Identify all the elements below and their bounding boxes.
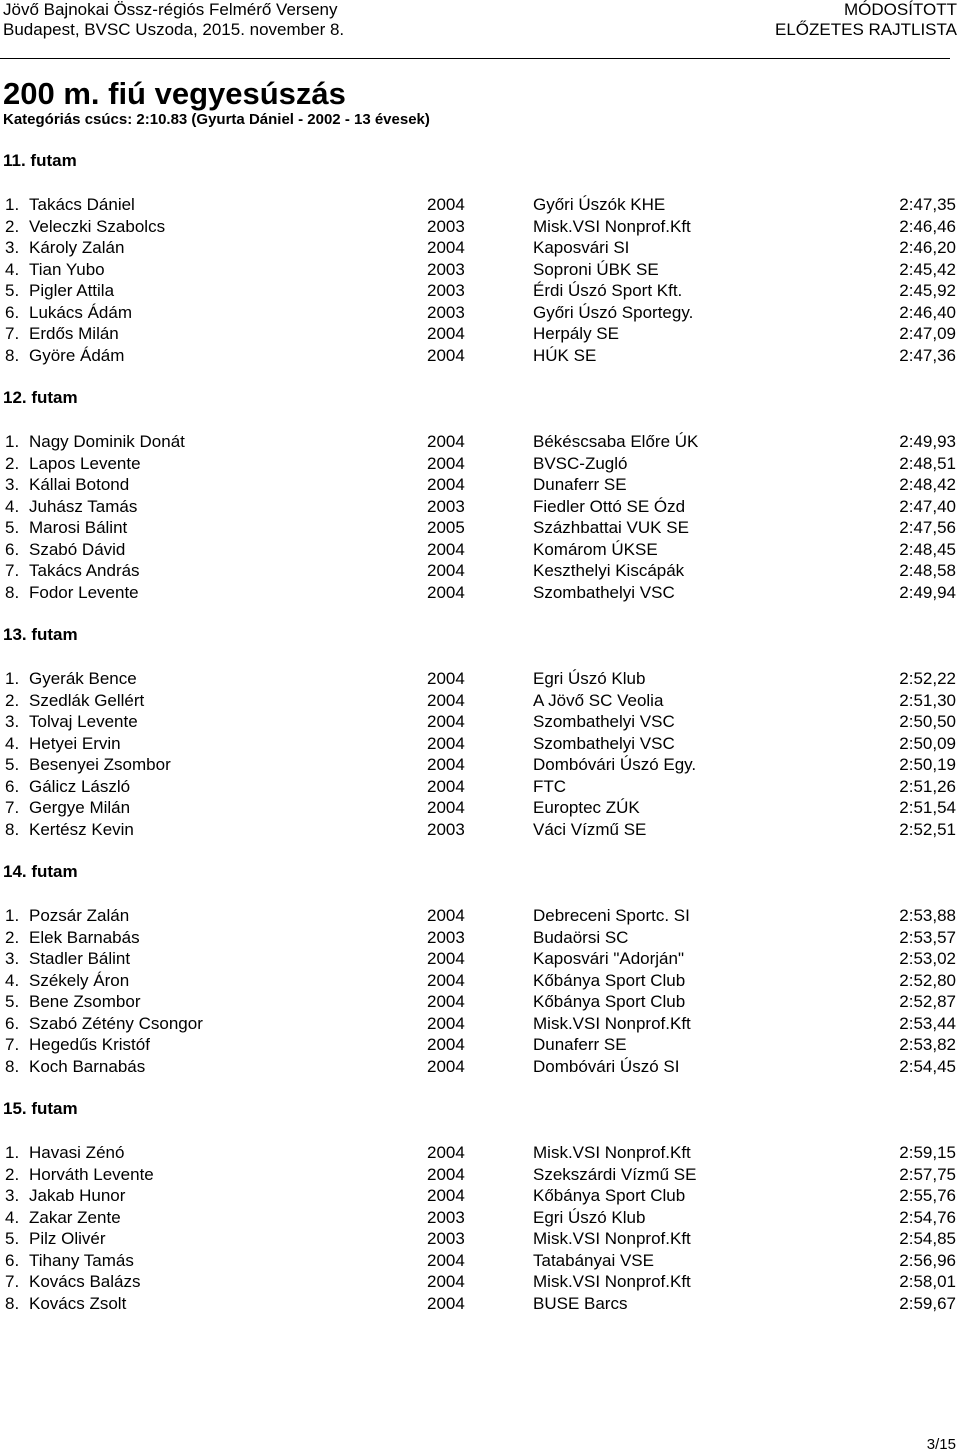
entry-time: 2:51,30: [899, 690, 956, 710]
entry-club: Kaposvári "Adorján": [533, 949, 684, 968]
entry-time: 2:47,56: [899, 518, 956, 537]
entry-time: 2:54,85: [899, 1229, 956, 1248]
entry-name: Szedlák Gellért: [29, 690, 145, 710]
entry-club: Szekszárdi Vízmű SE: [533, 1164, 697, 1184]
entry-name: Tihany Tamás: [29, 1250, 134, 1270]
entry-year: 2004: [427, 1164, 465, 1184]
entry-year: 2004: [427, 238, 465, 257]
entry-club: Herpály SE: [533, 324, 619, 343]
entry-time: 2:45,42: [899, 259, 956, 279]
entry-time: 2:56,96: [899, 1250, 956, 1270]
entry-club: Keszthelyi Kiscápák: [533, 561, 685, 580]
entry-time: 2:53,57: [899, 927, 956, 947]
entry-club: Misk.VSI Nonprof.Kft: [533, 1229, 691, 1248]
entry-club: Győri Úszók KHE: [533, 195, 666, 214]
entry-name: Nagy Dominik Donát: [29, 432, 185, 451]
entry-time: 2:55,76: [899, 1186, 956, 1205]
entry-time: 2:54,76: [899, 1207, 956, 1227]
entry-row: [0, 431, 960, 452]
entry-row: [0, 539, 960, 560]
entry-year: 2004: [427, 992, 465, 1011]
entry-club: Misk.VSI Nonprof.Kft: [533, 1143, 691, 1162]
entry-row: [0, 259, 960, 280]
entry-row: [0, 1142, 960, 1163]
entry-row: [0, 991, 960, 1012]
race-title: 200 m. fiú vegyesúszás: [3, 76, 346, 111]
entry-rank: 5.: [5, 992, 20, 1011]
entry-time: 2:52,87: [899, 992, 956, 1011]
header-divider: [0, 58, 950, 59]
entry-time: 2:46,40: [899, 302, 956, 322]
entry-year: 2004: [427, 906, 465, 925]
entry-time: 2:49,93: [899, 432, 956, 451]
entry-time: 2:46,20: [899, 238, 956, 257]
entry-name: Lapos Levente: [29, 453, 141, 473]
entry-year: 2004: [427, 561, 465, 580]
entry-club: Kőbánya Sport Club: [533, 1186, 686, 1205]
entry-rank: 2.: [5, 927, 20, 947]
entry-time: 2:53,02: [899, 949, 956, 968]
entry-rank: 3.: [5, 1186, 20, 1205]
entry-row: [0, 1034, 960, 1055]
entry-name: Lukács Ádám: [29, 302, 132, 322]
entry-rank: 4.: [5, 1207, 20, 1227]
entry-name: Veleczki Szabolcs: [29, 216, 166, 236]
entry-club: Dombóvári Úszó Egy.: [533, 755, 697, 774]
entry-time: 2:47,40: [899, 496, 956, 516]
entry-rank: 5.: [5, 281, 20, 300]
entry-name: Gálicz László: [29, 776, 131, 796]
entry-name: Szabó Dávid: [29, 539, 126, 559]
entry-year: 2004: [427, 475, 465, 494]
entry-row: [0, 216, 960, 237]
heat-title: 14. futam: [3, 862, 78, 881]
entry-rank: 6.: [5, 539, 20, 559]
entry-row: [0, 711, 960, 732]
entry-club: Szombathelyi VSC: [533, 733, 675, 753]
entry-club: FTC: [533, 776, 567, 796]
entry-name: Károly Zalán: [29, 238, 125, 257]
entry-rank: 8.: [5, 582, 20, 602]
entry-time: 2:53,88: [899, 906, 956, 925]
entry-rank: 5.: [5, 1229, 20, 1248]
heat-title: 13. futam: [3, 625, 78, 644]
entry-rank: 4.: [5, 970, 20, 990]
entry-club: Europtec ZÚK: [533, 798, 640, 817]
entry-year: 2004: [427, 712, 465, 731]
entry-name: Horváth Levente: [29, 1164, 154, 1184]
entry-name: Pilz Olivér: [29, 1229, 106, 1248]
entry-name: Stadler Bálint: [29, 949, 131, 968]
page-number: 3/15: [926, 1436, 956, 1453]
entry-time: 2:52,22: [899, 669, 956, 688]
entry-rank: 7.: [5, 798, 20, 817]
entry-time: 2:45,92: [899, 281, 956, 300]
entry-club: HÚK SE: [533, 345, 597, 365]
entry-name: Fodor Levente: [29, 582, 139, 602]
entry-time: 2:48,58: [899, 561, 956, 580]
entry-row: [0, 1271, 960, 1292]
entry-row: [0, 1207, 960, 1228]
entry-time: 2:51,54: [899, 798, 956, 817]
entry-time: 2:58,01: [899, 1272, 956, 1291]
entry-name: Koch Barnabás: [29, 1056, 146, 1076]
entry-club: Százhbattai VUK SE: [533, 518, 689, 537]
entry-year: 2003: [427, 259, 465, 279]
entry-time: 2:47,36: [899, 345, 956, 365]
entry-time: 2:47,35: [899, 195, 956, 214]
entry-club: Egri Úszó Klub: [533, 669, 646, 688]
entry-rank: 4.: [5, 259, 20, 279]
entry-name: Jakab Hunor: [29, 1186, 126, 1205]
entry-club: Győri Úszó Sportegy.: [533, 302, 694, 322]
status-label: MÓDOSÍTOTT: [843, 0, 957, 19]
entry-year: 2004: [427, 1250, 465, 1270]
entry-name: Havasi Zénó: [29, 1143, 125, 1162]
entry-time: 2:59,15: [899, 1143, 956, 1162]
entry-rank: 8.: [5, 345, 20, 365]
entry-name: Besenyei Zsombor: [29, 755, 171, 774]
heat-title: 15. futam: [3, 1099, 78, 1118]
entry-year: 2004: [427, 1013, 465, 1033]
entry-name: Juhász Tamás: [29, 496, 138, 516]
entry-row: [0, 754, 960, 775]
entry-row: [0, 280, 960, 301]
entry-year: 2004: [427, 1035, 465, 1054]
entry-name: Kállai Botond: [29, 475, 130, 494]
entry-club: Misk.VSI Nonprof.Kft: [533, 216, 691, 236]
entry-year: 2004: [427, 690, 465, 710]
entry-time: 2:48,45: [899, 539, 956, 559]
entry-rank: 3.: [5, 712, 20, 731]
entry-name: Takács Dániel: [29, 195, 135, 214]
entry-year: 2003: [427, 927, 465, 947]
entry-year: 2003: [427, 819, 465, 839]
entry-year: 2004: [427, 755, 465, 774]
entry-name: Tolvaj Levente: [29, 712, 138, 731]
entry-rank: 4.: [5, 733, 20, 753]
entry-rank: 3.: [5, 475, 20, 494]
entry-year: 2004: [427, 195, 465, 214]
entry-time: 2:46,46: [899, 216, 956, 236]
entry-time: 2:48,42: [899, 475, 956, 494]
entry-name: Kovács Zsolt: [29, 1293, 127, 1313]
entry-name: Erdős Milán: [29, 324, 119, 343]
entry-row: [0, 560, 960, 581]
entry-name: Pozsár Zalán: [29, 906, 130, 925]
entry-rank: 7.: [5, 561, 20, 580]
entry-year: 2004: [427, 949, 465, 968]
entry-time: 2:53,44: [899, 1013, 956, 1033]
entry-year: 2004: [427, 776, 465, 796]
entry-club: BVSC-Zugló: [533, 453, 628, 473]
entry-year: 2004: [427, 970, 465, 990]
entry-rank: 2.: [5, 690, 20, 710]
entry-year: 2004: [427, 324, 465, 343]
entry-time: 2:50,19: [899, 755, 956, 774]
entry-row: [0, 797, 960, 818]
entry-time: 2:52,51: [899, 819, 956, 839]
entry-rank: 1.: [5, 906, 20, 925]
entry-year: 2004: [427, 582, 465, 602]
entry-year: 2004: [427, 1186, 465, 1205]
entry-name: Zakar Zente: [29, 1207, 121, 1227]
entry-name: Tian Yubo: [29, 259, 105, 279]
category-record: Kategóriás csúcs: 2:10.83 (Gyurta Dániel - 2002 - 13 évesek): [3, 111, 430, 128]
entry-rank: 7.: [5, 324, 20, 343]
page-header: [0, 0, 960, 60]
entry-name: Hegedűs Kristóf: [29, 1035, 150, 1054]
entry-time: 2:51,26: [899, 776, 956, 796]
entry-time: 2:50,09: [899, 733, 956, 753]
list-type-label: ELŐZETES RAJTLISTA: [774, 20, 957, 39]
entry-name: Takács András: [29, 561, 140, 580]
entry-club: Dunaferr SE: [533, 475, 627, 494]
entry-club: Békéscsaba Előre ÚK: [533, 432, 699, 451]
entry-club: Szombathelyi VSC: [533, 582, 675, 602]
entry-row: [0, 1164, 960, 1185]
entry-name: Szabó Zétény Csongor: [29, 1013, 203, 1033]
entry-row: [0, 237, 960, 258]
entry-rank: 2.: [5, 453, 20, 473]
entry-row: [0, 496, 960, 517]
entry-rank: 8.: [5, 1293, 20, 1313]
entry-year: 2004: [427, 1272, 465, 1291]
entry-year: 2004: [427, 539, 465, 559]
entry-club: Dombóvári Úszó SI: [533, 1056, 680, 1076]
entry-name: Györe Ádám: [29, 345, 125, 365]
entry-name: Bene Zsombor: [29, 992, 141, 1011]
entry-time: 2:54,45: [899, 1056, 956, 1076]
entry-row: [0, 453, 960, 474]
entry-row: [0, 302, 960, 323]
entry-club: Tatabányai VSE: [533, 1250, 654, 1270]
entry-club: Kőbánya Sport Club: [533, 970, 686, 990]
entry-name: Hetyei Ervin: [29, 733, 121, 753]
entry-club: BUSE Barcs: [533, 1293, 628, 1313]
entry-rank: 6.: [5, 1013, 20, 1033]
entry-year: 2003: [427, 1207, 465, 1227]
entry-row: [0, 1250, 960, 1271]
entry-time: 2:57,75: [899, 1164, 956, 1184]
entry-row: [0, 948, 960, 969]
entry-club: Fiedler Ottó SE Ózd: [533, 496, 686, 516]
entry-year: 2004: [427, 669, 465, 688]
entry-year: 2004: [427, 733, 465, 753]
entry-row: [0, 905, 960, 926]
entry-club: Misk.VSI Nonprof.Kft: [533, 1272, 691, 1291]
entry-club: Kaposvári SI: [533, 238, 630, 257]
entry-rank: 6.: [5, 1250, 20, 1270]
entry-rank: 1.: [5, 669, 20, 688]
entry-time: 2:49,94: [899, 582, 956, 602]
entry-row: [0, 582, 960, 603]
entry-row: [0, 1185, 960, 1206]
entry-year: 2003: [427, 216, 465, 236]
entry-rank: 1.: [5, 432, 20, 451]
entry-name: Kertész Kevin: [29, 819, 134, 839]
heat-title: 11. futam: [3, 151, 77, 170]
entry-rank: 7.: [5, 1035, 20, 1054]
entry-time: 2:47,09: [899, 324, 956, 343]
entry-rank: 6.: [5, 776, 20, 796]
entry-rank: 1.: [5, 195, 20, 214]
entry-rank: 7.: [5, 1272, 20, 1291]
entry-name: Marosi Bálint: [29, 518, 128, 537]
entry-rank: 2.: [5, 216, 20, 236]
entry-rank: 5.: [5, 755, 20, 774]
entry-year: 2004: [427, 345, 465, 365]
entry-time: 2:59,67: [899, 1293, 956, 1313]
entry-rank: 3.: [5, 238, 20, 257]
entry-row: [0, 668, 960, 689]
venue-date: Budapest, BVSC Uszoda, 2015. november 8.: [3, 20, 345, 39]
entry-rank: 3.: [5, 949, 20, 968]
entry-row: [0, 776, 960, 797]
entry-rank: 8.: [5, 819, 20, 839]
entry-row: [0, 733, 960, 754]
entry-year: 2003: [427, 1229, 465, 1248]
entry-name: Gyerák Bence: [29, 669, 137, 688]
entry-row: [0, 345, 960, 366]
entry-club: Budaörsi SC: [533, 927, 629, 947]
event-name: Jövő Bajnokai Össz-régiós Felmérő Verseny: [3, 0, 338, 19]
entry-row: [0, 194, 960, 215]
entry-name: Gergye Milán: [29, 798, 131, 817]
entry-club: Soproni ÚBK SE: [533, 259, 659, 279]
entry-rank: 1.: [5, 1143, 20, 1162]
entry-year: 2003: [427, 496, 465, 516]
entry-club: Debreceni Sportc. SI: [533, 906, 690, 925]
entry-name: Kovács Balázs: [29, 1272, 141, 1291]
entry-club: A Jövő SC Veolia: [533, 690, 664, 710]
entry-time: 2:50,50: [899, 712, 956, 731]
entry-club: Szombathelyi VSC: [533, 712, 675, 731]
entry-row: [0, 474, 960, 495]
entry-row: [0, 927, 960, 948]
entry-name: Pigler Attila: [29, 281, 115, 300]
entry-time: 2:53,82: [899, 1035, 956, 1054]
entry-name: Elek Barnabás: [29, 927, 140, 947]
entry-row: [0, 1013, 960, 1034]
entry-time: 2:52,80: [899, 970, 956, 990]
entry-club: Érdi Úszó Sport Kft.: [533, 281, 683, 300]
entry-club: Egri Úszó Klub: [533, 1207, 646, 1227]
entry-row: [0, 517, 960, 538]
entry-rank: 5.: [5, 518, 20, 537]
entry-year: 2004: [427, 432, 465, 451]
entry-club: Komárom ÚKSE: [533, 539, 658, 559]
entry-row: [0, 323, 960, 344]
entry-rank: 4.: [5, 496, 20, 516]
entry-year: 2004: [427, 798, 465, 817]
entry-row: [0, 970, 960, 991]
entry-rank: 8.: [5, 1056, 20, 1076]
entry-rank: 2.: [5, 1164, 20, 1184]
entry-year: 2004: [427, 1293, 465, 1313]
entry-row: [0, 819, 960, 840]
entry-row: [0, 1228, 960, 1249]
entry-row: [0, 1293, 960, 1314]
entry-club: Váci Vízmű SE: [533, 819, 647, 839]
entry-name: Székely Áron: [29, 970, 130, 990]
entry-year: 2004: [427, 1056, 465, 1076]
entry-time: 2:48,51: [899, 453, 956, 473]
entry-year: 2004: [427, 1143, 465, 1162]
entry-year: 2003: [427, 302, 465, 322]
entry-year: 2003: [427, 281, 465, 300]
entry-year: 2005: [427, 518, 465, 537]
heat-title: 12. futam: [3, 388, 78, 407]
entry-club: Misk.VSI Nonprof.Kft: [533, 1013, 691, 1033]
entry-club: Dunaferr SE: [533, 1035, 627, 1054]
entry-club: Kőbánya Sport Club: [533, 992, 686, 1011]
entry-row: [0, 690, 960, 711]
entry-row: [0, 1056, 960, 1077]
entry-rank: 6.: [5, 302, 20, 322]
entry-year: 2004: [427, 453, 465, 473]
